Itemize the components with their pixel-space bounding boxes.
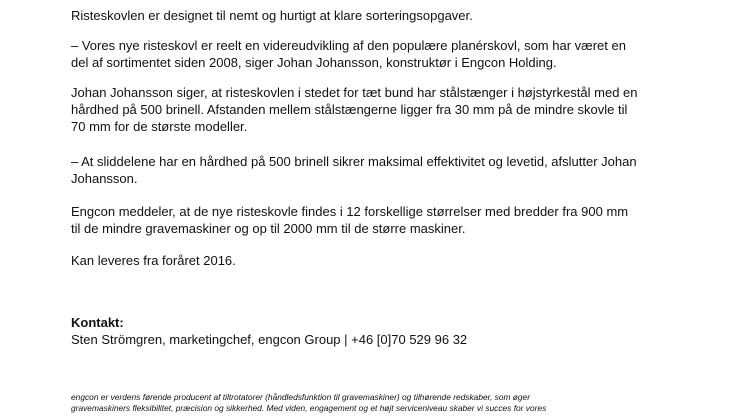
paragraph-details — [71, 84, 681, 135]
text-line: – At sliddelene har en hårdhed på 500 brinell sikrer maksimal effektivitet og levetid, afslutter Johan — [71, 154, 637, 169]
contact-heading: Kontakt: — [71, 315, 124, 330]
text-line: del af sortimentet siden 2008, siger Johan Johansson, konstruktør i Engcon Holding. — [71, 55, 557, 70]
footer-line: gravemaskiners fleksibilitet, præcision og sikkerhed. Med viden, engagement og et højt serviceniveau skaber vi succes for vores — [71, 403, 547, 413]
company-boilerplate — [71, 392, 681, 414]
text-line: Johan Johansson siger, at risteskovlen i stedet for tæt bund har stålstænger i højstyrkestål med en — [71, 85, 638, 100]
text-line: Engcon meddeler, at de nye risteskovle findes i 12 forskellige størrelser med bredder fra 900 mm — [71, 204, 629, 219]
text-line: Risteskovlen er designet til nemt og hurtigt at klare sorteringsopgaver. — [71, 8, 473, 23]
text-line: hårdhed på 500 brinell. Afstanden mellem stålstængerne ligger fra 30 mm på de mindre skovle til — [71, 102, 628, 117]
text-line: 70 mm for de største modeller. — [71, 119, 248, 134]
contact-details: Sten Strömgren, marketingchef, engcon Group | +46 [0]70 529 96 32 — [71, 332, 468, 347]
text-line: – Vores nye risteskovl er reelt en videreudvikling af den populære planérskovl, som har været en — [71, 38, 626, 53]
paragraph-quote-2 — [71, 153, 681, 187]
footer-line: engcon er verdens førende producent af tiltrotatorer (håndledsfunktion til gravemaskiner) og tilhørende redskaber, som øger — [71, 392, 531, 402]
paragraph-sizes — [71, 203, 681, 237]
paragraph-availability — [71, 252, 681, 269]
paragraph-intro — [71, 7, 681, 24]
text-line: Johansson. — [71, 171, 138, 186]
text-line: Kan leveres fra foråret 2016. — [71, 253, 236, 268]
paragraph-quote-1 — [71, 37, 681, 71]
text-line: til de mindre gravemaskiner og op til 2000 mm til de større maskiner. — [71, 221, 466, 236]
